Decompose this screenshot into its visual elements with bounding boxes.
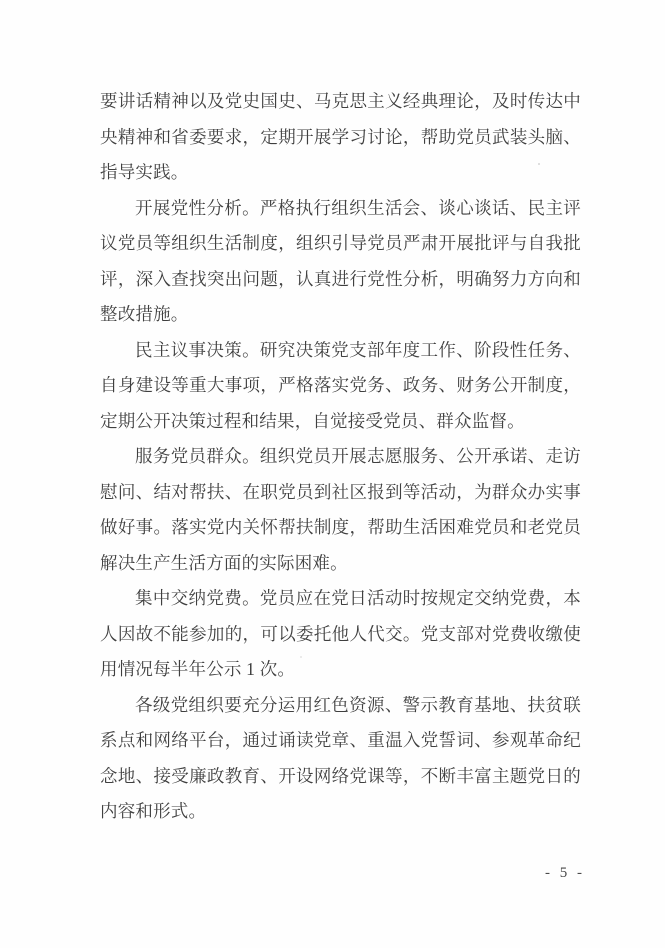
document-line: 定期公开决策过程和结果，自觉接受党员、群众监督。 xyxy=(100,410,525,431)
document-line: 内容和形式。 xyxy=(100,801,207,821)
document-line: 各级党组织要充分运用红色资源、警示教育基地、扶贫联 xyxy=(135,694,581,715)
paragraph xyxy=(100,688,581,830)
paragraph xyxy=(100,439,581,581)
scan-speck xyxy=(300,656,302,658)
document-line: 要讲话精神以及党史国史、马克思主义经典理论，及时传达中 xyxy=(100,91,581,111)
document-line: 人因故不能参加的，可以委托他人代交。党支部对党费收缴使 xyxy=(100,623,581,644)
document-line: 做好事。落实党内关怀帮扶制度，帮助生活困难党员和老党员 xyxy=(100,517,581,537)
document-line: 念地、接受廉政教育、开设网络党课等，不断丰富主题党日的 xyxy=(100,765,581,786)
document-text-block xyxy=(100,84,581,830)
document-line: 民主议事决策。研究决策党支部年度工作、阶段性任务、 xyxy=(135,339,581,360)
document-line: 自身建设等重大事项，严格落实党务、政务、财务公开制度， xyxy=(100,375,581,395)
document-line: 整改措施。 xyxy=(100,304,189,324)
document-line: 央精神和省委要求，定期开展学习讨论，帮助党员武装头脑、 xyxy=(100,126,581,147)
document-line: 慰问、结对帮扶、在职党员到社区报到等活动，为群众办实事 xyxy=(100,481,581,502)
document-line: 开展党性分析。严格执行组织生活会、谈心谈话、民主评 xyxy=(135,197,581,218)
document-line: 用情况每半年公示 1 次。 xyxy=(100,659,296,679)
document-line: 指导实践。 xyxy=(100,162,189,182)
paragraph xyxy=(100,333,581,440)
paragraph xyxy=(100,84,581,191)
scan-speck xyxy=(334,243,337,245)
document-line: 议党员等组织生活制度，组织引导党员严肃开展批评与自我批 xyxy=(100,233,581,253)
paragraph xyxy=(100,581,581,688)
document-line: 解决生产生活方面的实际困难。 xyxy=(100,552,348,573)
document-line: 服务党员群众。组织党员开展志愿服务、公开承诺、走访 xyxy=(135,446,581,466)
document-line: 评，深入查找突出问题，认真进行党性分析，明确努力方向和 xyxy=(100,268,581,289)
document-line: 系点和网络平台，通过诵读党章、重温入党誓词、参观革命纪 xyxy=(100,730,581,750)
paragraph xyxy=(100,191,581,333)
document-line: 集中交纳党费。党员应在党日活动时按规定交纳党费，本 xyxy=(135,588,581,608)
page-number: - 5 - xyxy=(545,865,585,881)
scan-speck xyxy=(538,163,540,165)
